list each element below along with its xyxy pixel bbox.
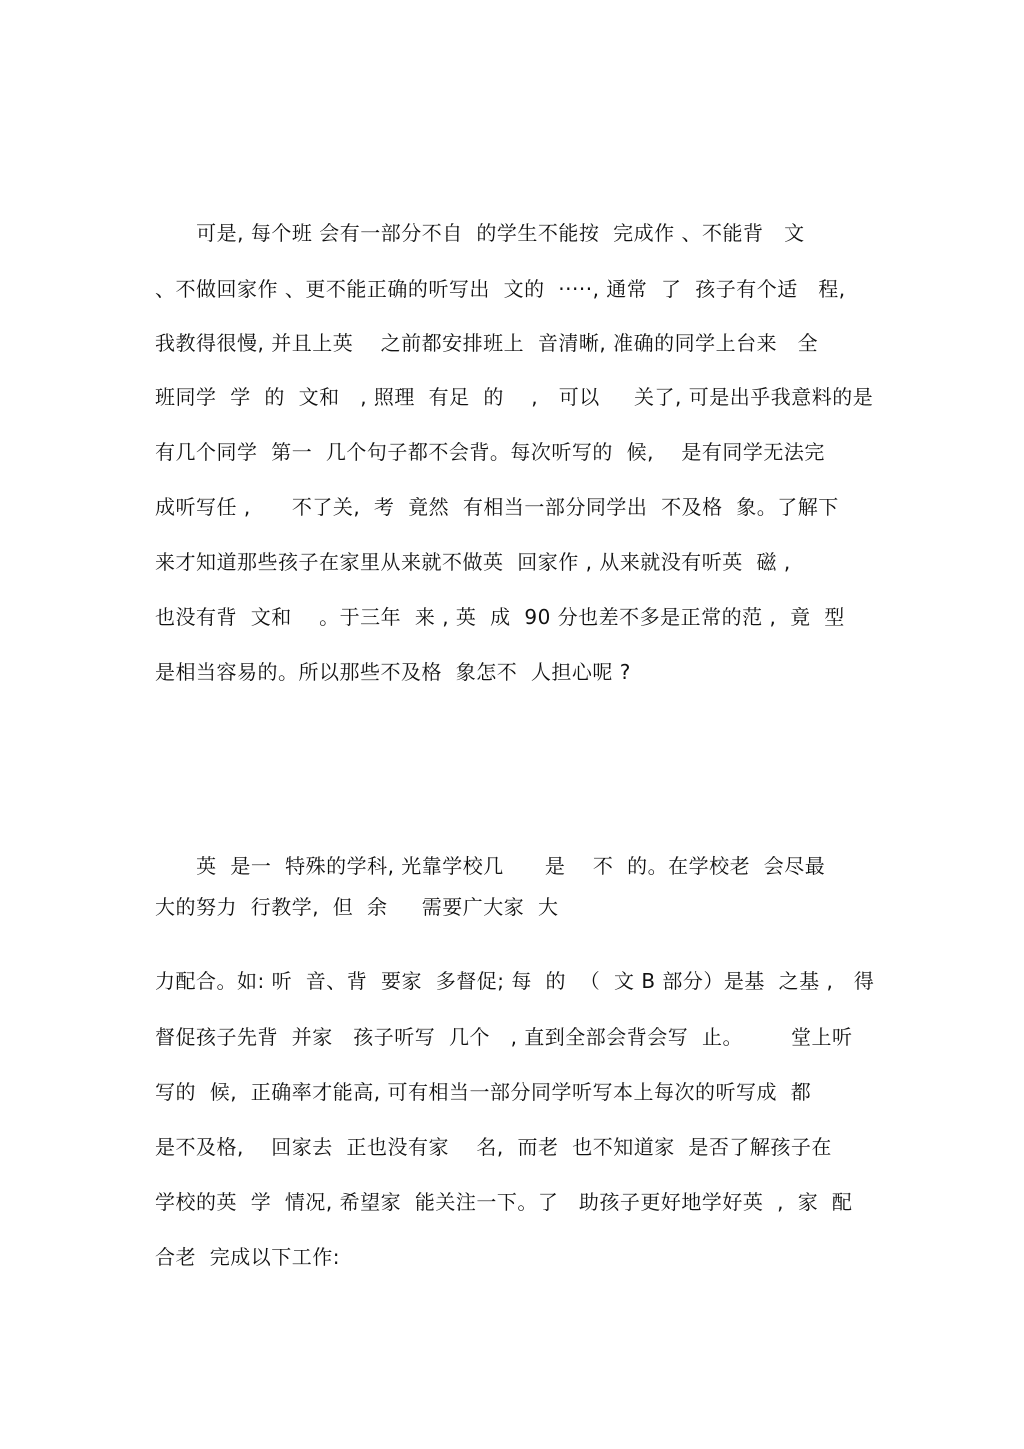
paragraph-1-line-3: 我教得很慢, 并且上英 之前都安排班上 音清晰, 准确的同学上台来 全 (155, 331, 819, 355)
paragraph-3-line-1: 力配合。如: 听 音、背 要家 多督促; 每 的 （ 文 B 部分）是基 之基 , 得 (155, 969, 875, 993)
paragraph-2-line-2: 大的努力 行教学, 但 余 需要广大家 大 (155, 895, 559, 919)
paragraph-1-line-5: 有几个同学 第一 几个句子都不会背。每次听写的 候, 是有同学无法完 (155, 440, 825, 464)
paragraph-1-line-7: 来才知道那些孩子在家里从来就不做英 回家作 , 从来就没有听英 磁 , (155, 550, 791, 574)
paragraph-1-line-4: 班同学 学 的 文和 , 照理 有足 的 , 可以 关了, 可是出乎我意料的是 (155, 385, 874, 409)
paragraph-1-line-8: 也没有背 文和 。于三年 来 , 英 成 90 分也差不多是正常的范 , 竟 型 (155, 605, 845, 629)
paragraph-1-line-2: 、不做回家作 、更不能正确的听写出 文的 ·····, 通常 了 孩子有个适 程, (155, 277, 846, 301)
paragraph-3-line-5: 学校的英 学 情况, 希望家 能关注一下。了 助孩子更好地学好英 , 家 配 (155, 1190, 853, 1214)
paragraph-2-line-1: 英 是一 特殊的学科, 光靠学校几 是 不 的。在学校老 会尽最 (155, 854, 826, 878)
paragraph-3-line-2: 督促孩子先背 并家 孩子听写 几个 , 直到全部会背会写 止。 堂上听 (155, 1025, 853, 1049)
paragraph-3-line-4: 是不及格, 回家去 正也没有家 名, 而老 也不知道家 是否了解孩子在 (155, 1135, 832, 1159)
paragraph-3-line-6: 合老 完成以下工作: (155, 1245, 340, 1269)
paragraph-1-line-6: 成听写任 , 不了关, 考 竟然 有相当一部分同学出 不及格 象。了解下 (155, 495, 839, 519)
paragraph-1-line-1: 可是, 每个班 会有一部分不自 的学生不能按 完成作 、不能背 文 (155, 221, 805, 245)
paragraph-1-line-9: 是相当容易的。所以那些不及格 象怎不 人担心呢 ? (155, 660, 631, 684)
paragraph-3-line-3: 写的 候, 正确率才能高, 可有相当一部分同学听写本上每次的听写成 都 (155, 1080, 812, 1104)
